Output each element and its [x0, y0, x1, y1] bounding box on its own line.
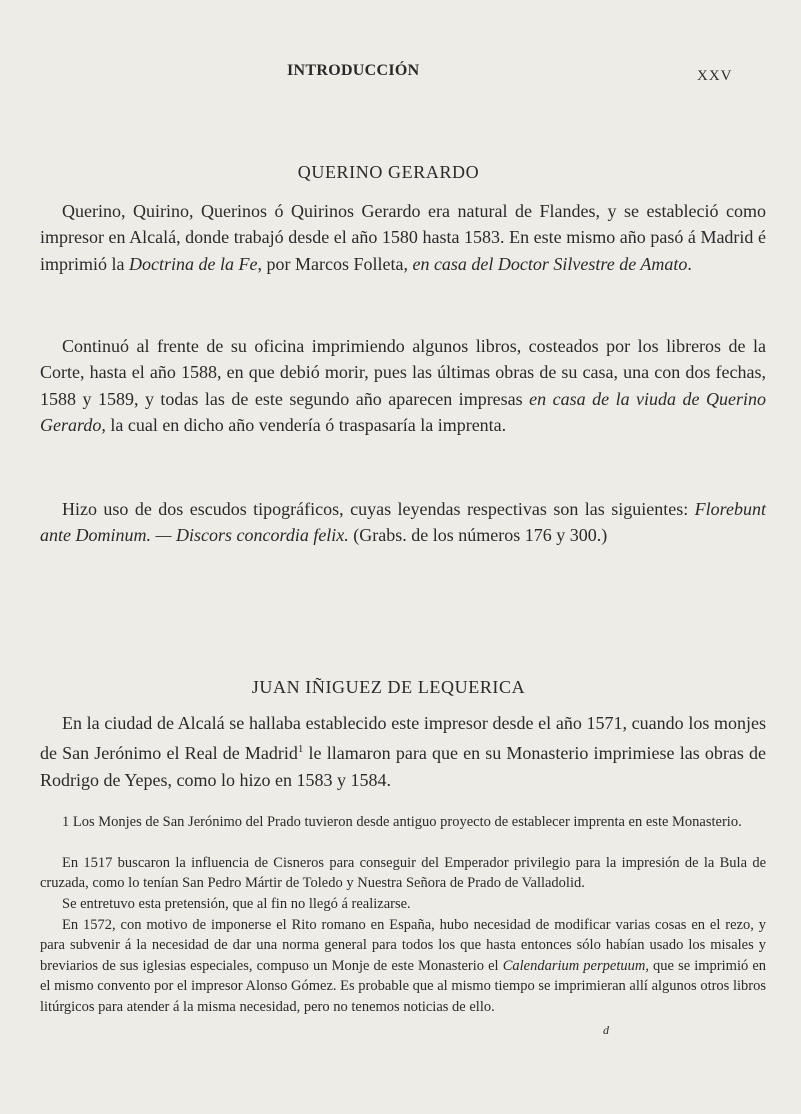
footnote-4-text-a: En 1572, con motivo de imponerse el Rito romano en España, hubo necesidad de modificar varias cosas en el rezo, y para subvenir á la necesidad de dar una norma general para todos los que hasta entonces sólo habían usado los misales y breviarios de sus iglesias especiales, compuso un Monje de este Monasterio el [40, 917, 766, 974]
paragraph-1-text-a: Querino, Quirino, Querinos ó Quirinos Gerardo era natural de Flandes, y se estableció como impresor en Alcalá, donde trabajó desde el año 1580 hasta 1583. En este mismo año pasó á Madrid é imprimió la [40, 201, 766, 274]
paragraph-4-text-a: En la ciudad de Alcalá se hallaba establecido este impresor desde el año 1571, cuando los monjes de San Jerónimo el Real de Madrid [40, 713, 766, 764]
signature-mark: d [603, 1023, 609, 1037]
footnote-4 [40, 915, 766, 1017]
footnote-4-text-c: , que se imprimió en el mismo convento por el impresor Alonso Gómez. Es probable que al mismo tiempo se imprimieran allí algunos otros libros litúrgicos para atender á la misma necesidad, pero no tenemos noticias de ello. [40, 957, 767, 1015]
paragraph-3-text-a: Hizo uso de dos escudos tipográficos, cuyas leyendas respectivas son las siguientes: [62, 499, 695, 519]
paragraph-3 [40, 496, 766, 549]
calendarium-title: Calendarium perpetuum [502, 957, 646, 974]
footnote-1-text: 1 Los Monjes de San Jerónimo del Prado tuvieron desde antiguo proyecto de establecer imprenta en este Monasterio. [62, 814, 742, 830]
footnote-1 [40, 812, 766, 832]
paragraph-1-text-c: , por Marcos Folleta, [257, 253, 413, 274]
imprint-amato: en casa del Doctor Silvestre de Amato [412, 253, 688, 274]
paragraph-4 [40, 710, 766, 793]
running-title: INTRODUCCIÓN [287, 62, 420, 79]
footnote-2-text: En 1517 buscaron la influencia de Cisneros para conseguir del Emperador privilegio para la impresión de la Bula de cruzada, como lo tenían San Pedro Mártir de Toledo y Nuestra Señora de Prado de Valladolid. [40, 855, 766, 892]
escudo-legends: Florebunt ante Dominum. — Discors concordia felix. [40, 499, 766, 546]
paragraph-2 [40, 333, 766, 439]
paragraph-3-text-c: (Grabs. de los números 176 y 300.) [348, 525, 608, 546]
footnote-reference: 1 [297, 743, 304, 756]
book-title-doctrina: Doctrina de la Fe [129, 253, 258, 274]
paragraph-1 [40, 198, 766, 277]
paragraph-4-text-b: le llamaron para que en su Monasterio imprimiese las obras de Rodrigo de Yepes, como lo hizo en 1583 y 1584. [40, 743, 766, 790]
section-heading-juan-iniguez: JUAN IÑIGUEZ DE LEQUERICA [251, 677, 526, 697]
page-number: XXV [697, 68, 733, 84]
running-head [0, 62, 801, 86]
imprint-viuda: en casa de la viuda de Querino Gerardo [40, 388, 766, 436]
paragraph-1-text-e: . [687, 253, 692, 274]
paragraph-2-text-c: , la cual en dicho año vendería ó traspasaría la imprenta. [101, 415, 507, 436]
footnote-3 [40, 894, 766, 914]
paragraph-2-text-a: Continuó al frente de su oficina imprimiendo algunos libros, costeados por los libreros de la Corte, hasta el año 1588, en que debió morir, pues las últimas obras de su casa, una con dos fechas, 1588 y 1589, y todas las de este segundo año aparecen impresas [40, 336, 766, 409]
footnote-3-text: Se entretuvo esta pretensión, que al fin no llegó á realizarse. [62, 896, 411, 912]
section-heading-querino-gerardo: QUERINO GERARDO [297, 162, 480, 182]
footnote-2 [40, 853, 766, 894]
